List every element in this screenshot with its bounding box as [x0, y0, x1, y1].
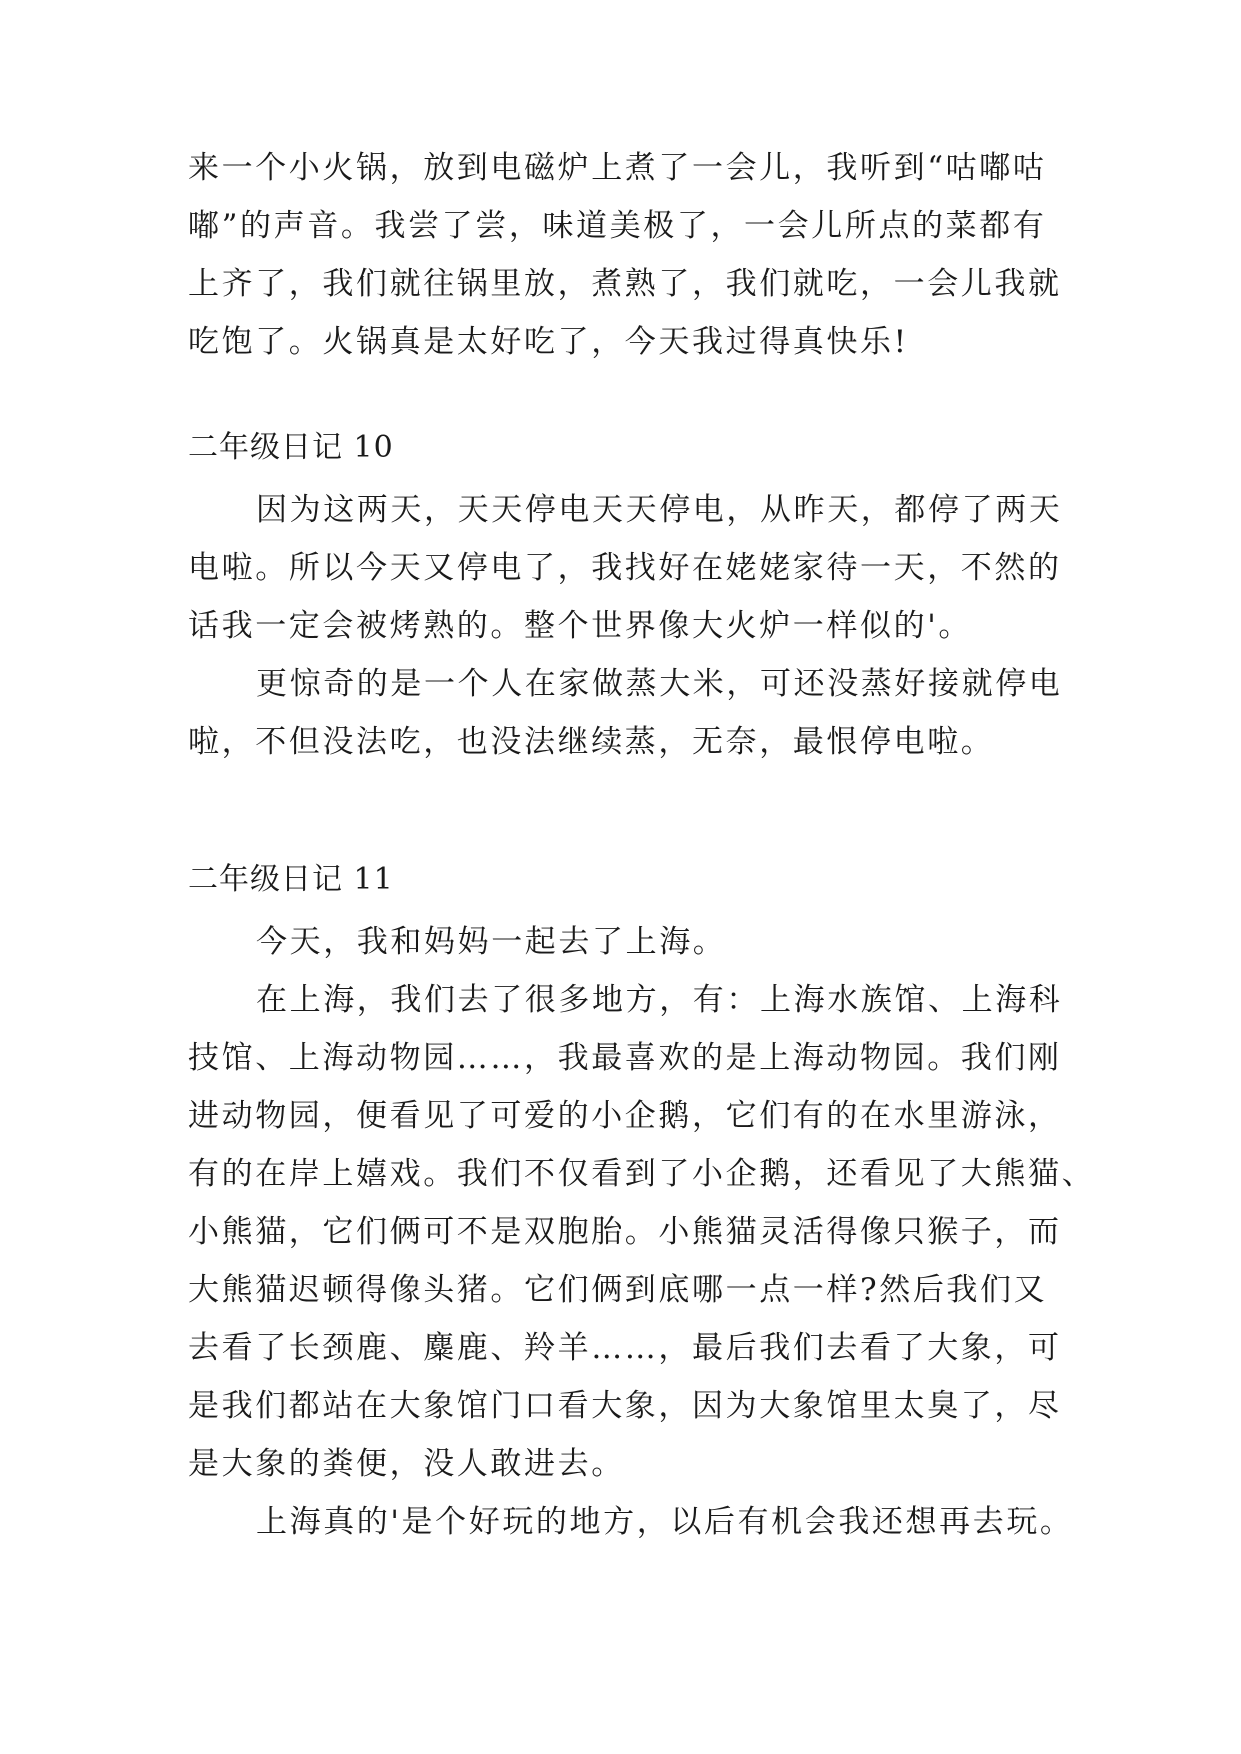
diary11-line: 大熊猫迟顿得像头猪。它们俩到底哪一点一样?然后我们又	[188, 1272, 1048, 1308]
intro-line: 吃饱了。火锅真是太好吃了，今天我过得真快乐!	[188, 324, 909, 360]
diary11-line: 有的在岸上嬉戏。我们不仅看到了小企鹅，还看见了大熊猫、	[188, 1156, 1096, 1192]
intro-line: 嘟”的声音。我尝了尝，味道美极了，一会儿所点的菜都有	[188, 208, 1047, 244]
diary11-line: 是我们都站在大象馆门口看大象，因为大象馆里太臭了，尽	[188, 1388, 1062, 1424]
intro-line: 来一个小火锅，放到电磁炉上煮了一会儿，我听到“咕嘟咕	[188, 150, 1047, 186]
diary11-line: 在上海，我们去了很多地方，有：上海水族馆、上海科	[256, 982, 1063, 1018]
diary11-title: 二年级日记 11	[188, 862, 394, 897]
diary11-line: 今天，我和妈妈一起去了上海。	[256, 924, 727, 960]
diary11-line: 去看了长颈鹿、麋鹿、羚羊……，最后我们去看了大象，可	[188, 1330, 1062, 1366]
diary10-line: 电啦。所以今天又停电了，我找好在姥姥家待一天，不然的	[188, 550, 1062, 586]
diary11-line: 小熊猫，它们俩可不是双胞胎。小熊猫灵活得像只猴子，而	[188, 1214, 1062, 1250]
diary11-line: 上海真的'是个好玩的地方，以后有机会我还想再去玩。	[256, 1504, 1074, 1540]
intro-line: 上齐了，我们就往锅里放，煮熟了，我们就吃，一会儿我就	[188, 266, 1062, 302]
diary10-line: 更惊奇的是一个人在家做蒸大米，可还没蒸好接就停电	[256, 666, 1063, 702]
diary10-line: 因为这两天，天天停电天天停电，从昨天，都停了两天	[256, 492, 1063, 528]
diary10-line: 啦，不但没法吃，也没法继续蒸，无奈，最恨停电啦。	[188, 724, 995, 760]
diary11-line: 进动物园，便看见了可爱的小企鹅，它们有的在水里游泳，	[188, 1098, 1062, 1134]
diary10-line: 话我一定会被烤熟的。整个世界像大火炉一样似的'。	[188, 608, 972, 644]
diary10-title: 二年级日记 10	[188, 430, 394, 465]
diary11-line: 是大象的粪便，没人敢进去。	[188, 1446, 625, 1482]
diary11-line: 技馆、上海动物园……，我最喜欢的是上海动物园。我们刚	[188, 1040, 1062, 1076]
